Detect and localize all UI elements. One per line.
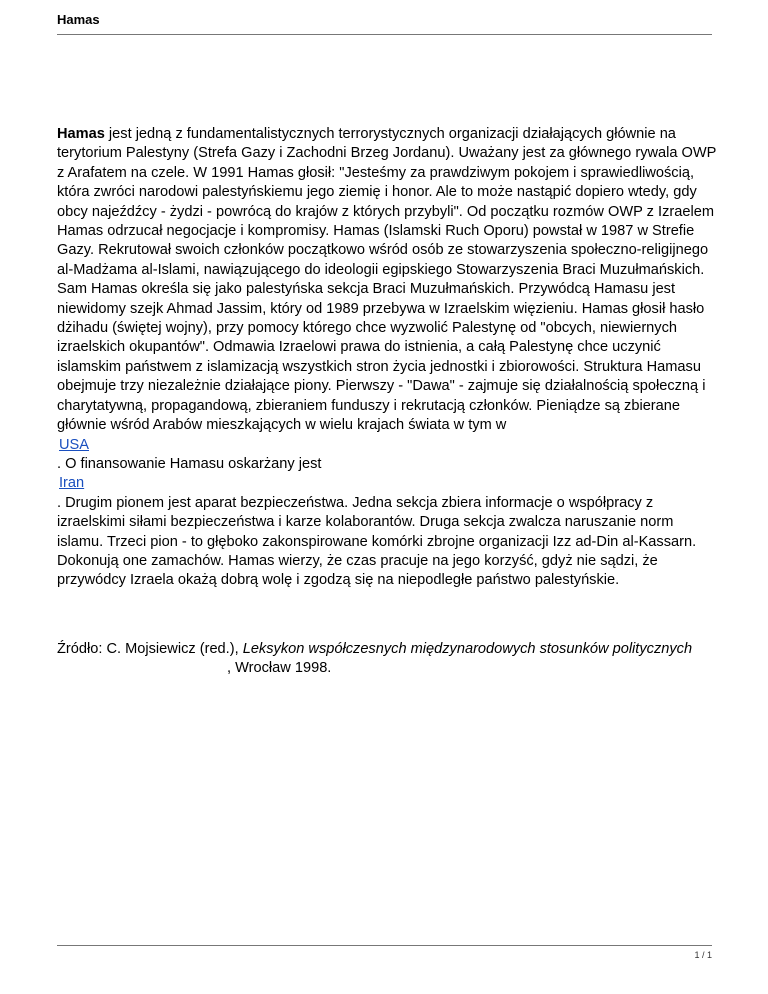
- source-book-title: Leksykon współczesnych międzynarodowych stosunków politycznych: [242, 641, 693, 657]
- usa-link[interactable]: USA: [59, 436, 90, 453]
- source-suffix: , Wrocław 1998.: [227, 660, 332, 677]
- footer-divider: [57, 945, 712, 946]
- article-text-part-1: jest jedną z fundamentalistycznych terrorystycznych organizacji działających głównie na terytorium Palestyny (Strefa Gazy i Zachodni Brzeg Jordanu). Uważany jest za głównego rywala OWP z Arafatem na czele. W 1991 Hamas głosił: "Jesteśmy za prawdziwym pokojem i sprawiedliwością, która zwróci narodowi palestyńskiemu jego ziemię i honor. Ale to może nastąpić dopiero wtedy, gdy obcy najeźdźcy - żydzi - powrócą do krajów z których przybyli". Od początku rozmów OWP z Izraelem Hamas odrzucał negocjacje i kompromisy. Hamas (Islamski Ruch Oporu) powstał w 1987 w Strefie Gazy. Rekrutował swoich członków początkowo wśród osób ze stowarzyszenia społeczno-religijnego al-Madżama al-Islami, nawiązującego do ideologii egipskiego Stowarzyszenia Braci Muzułmańskich. Sam Hamas określa się jako palestyńska sekcja Braci Muzułmańskich. Przywódcą Hamasu jest niewidomy szejk Ahmad Jassim, który od 1989 przebywa w Izraelskim więzieniu. Hamas głosił hasło dżihadu (świętej wojny), przy pomocy którego chce wyzwolić Palestynę od "obcych, niewiernych izraelskich okupantów". Odmawia Izraelowi prawa do istnienia, a całą Palestynę chce uczynić islamskim państwem z islamizacją wszystkich stron życia jednostki i zbiorowości. Struktura Hamasu obejmuje trzy niezależnie działające piony. Pierwszy - "Dawa" - zajmuje się działalnością społeczną i charytatywną, propagandową, zbieraniem funduszy i rekrutacją członków. Pieniądze są zbierane głównie wśród Arabów mieszkających w wielu krajach świata w tym w: [57, 126, 717, 434]
- article-paragraph: [57, 125, 719, 436]
- page-number: 1 / 1: [694, 950, 712, 960]
- article-term: Hamas: [57, 126, 105, 142]
- iran-link[interactable]: Iran: [59, 475, 85, 492]
- source-citation: [57, 640, 719, 679]
- header-divider: [57, 34, 712, 35]
- article-body: [57, 125, 719, 591]
- article-text-part-2: . O finansowanie Hamasu oskarżany jest: [57, 455, 322, 472]
- source-prefix: Źródło: C. Mojsiewicz (red.),: [57, 641, 243, 657]
- article-text-part-3: . Drugim pionem jest aparat bezpieczeństwa. Jedna sekcja zbiera informacje o współpracy z izraelskimi siłami bezpieczeństwa i karze kolaborantów. Druga sekcja zwalcza naruszanie norm islamu. Trzeci pion - to głęboko zakonspirowane komórki zbrojne organizacji Izz ad-Din al-Kassarn. Dokonują one zamachów. Hamas wierzy, że czas pracuje na jego korzyść, gdyż nie sądzi, że przywódcy Izraela okażą dobrą wolę i zgodzą się na niepodległe państwo palestyńskie.: [57, 494, 697, 589]
- iran-link-line: [57, 474, 719, 493]
- usa-link-line: [57, 436, 719, 455]
- page-header-title: Hamas: [57, 12, 100, 27]
